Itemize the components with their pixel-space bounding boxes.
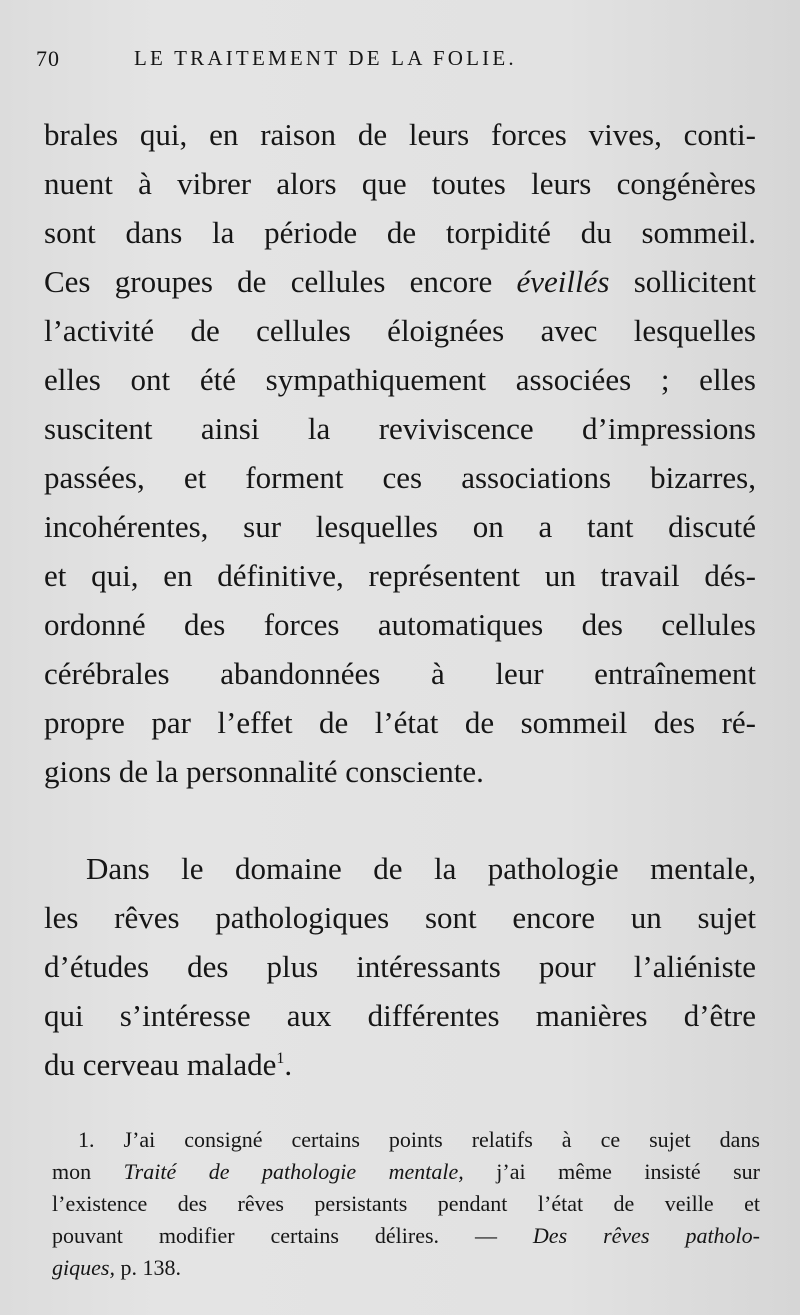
text-segment: p. 138. — [120, 1255, 181, 1280]
footnote-marker: 1 — [276, 1050, 285, 1067]
text-line: sont dans la période de torpidité du sommeil. — [44, 215, 756, 250]
text-segment: sollicitent — [633, 264, 756, 299]
text-segment: Ces groupes de cellules encore — [44, 264, 493, 299]
text-line: gions de la personnalité consciente. — [44, 754, 484, 789]
text-line: propre par l’effet de l’état de sommeil des ré- — [44, 705, 756, 740]
text-line: passées, et forment ces associations bizarres, — [44, 460, 756, 495]
footnote-line — [52, 1220, 760, 1252]
italic-title: giques, — [52, 1255, 115, 1280]
paragraph-2 — [44, 844, 756, 1089]
text-line: d’études des plus intéressants pour l’aliéniste — [44, 949, 756, 984]
footnote-line: 1. J’ai consigné certains points relatifs à ce sujet dans — [78, 1127, 760, 1152]
text-line: nuent à vibrer alors que toutes leurs congénères — [44, 166, 756, 201]
italic-word: éveillés — [516, 264, 610, 299]
text-segment: j’ai même insisté sur — [496, 1159, 760, 1184]
text-line: suscitent ainsi la reviviscence d’impressions — [44, 411, 756, 446]
text-line: cérébrales abandonnées à leur entraînement — [44, 656, 756, 691]
text-line: brales qui, en raison de leurs forces vives, conti- — [44, 117, 756, 152]
text-line: incohérentes, sur lesquelles on a tant discuté — [44, 509, 756, 544]
italic-title: Traité de pathologie mentale, — [123, 1159, 464, 1184]
footnote-line: l’existence des rêves persistants pendant l’état de veille et — [52, 1191, 760, 1216]
text-segment: du cerveau malade — [44, 1047, 277, 1082]
text-segment: . — [284, 1047, 293, 1082]
page-number: 70 — [36, 46, 60, 71]
text-line: ordonné des forces automatiques des cellules — [44, 607, 756, 642]
paragraph-1 — [44, 110, 756, 796]
page-header — [36, 46, 766, 76]
running-head: LE TRAITEMENT DE LA FOLIE. — [134, 46, 517, 70]
footnote-line — [52, 1252, 760, 1284]
text-line: qui s’intéresse aux différentes manières d’être — [44, 998, 756, 1033]
text-segment: pouvant modifier certains délires. — — [52, 1223, 497, 1248]
italic-title: Des rêves patholo- — [532, 1223, 760, 1248]
footnote-line — [52, 1156, 760, 1188]
text-line: et qui, en définitive, représentent un travail dés- — [44, 558, 756, 593]
text-line — [44, 1040, 756, 1089]
text-line: elles ont été sympathiquement associées ; elles — [44, 362, 756, 397]
text-line — [44, 257, 756, 306]
text-line: les rêves pathologiques sont encore un sujet — [44, 900, 756, 935]
text-segment: mon — [52, 1159, 92, 1184]
text-line: Dans le domaine de la pathologie mentale, — [86, 851, 756, 886]
footnote — [52, 1124, 760, 1284]
text-line: l’activité de cellules éloignées avec lesquelles — [44, 313, 756, 348]
